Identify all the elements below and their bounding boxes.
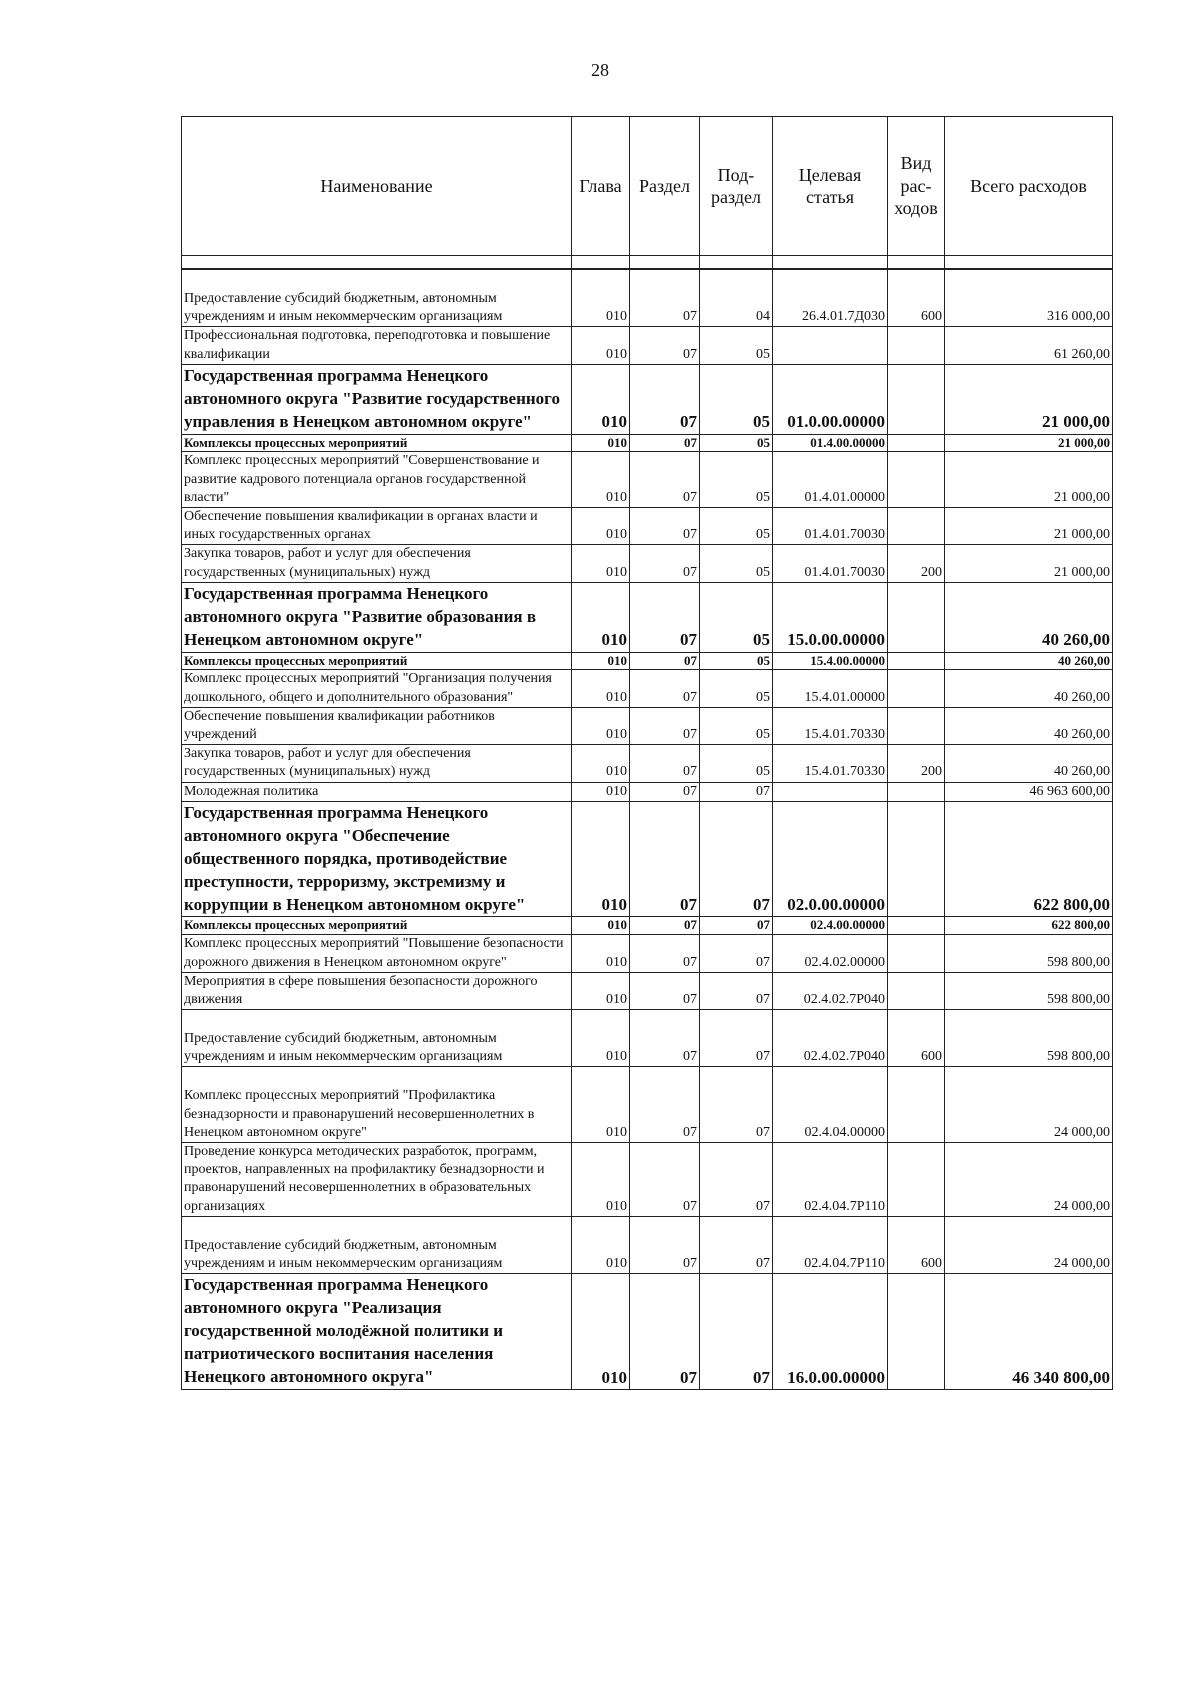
cell-name: Предоставление субсидий бюджетным, автономным учреждениям и иным некоммерческим организациям — [182, 1010, 572, 1067]
cell-subsection: 07 — [700, 782, 773, 801]
cell-exp-type — [888, 327, 945, 364]
cell-subsection: 07 — [700, 1143, 773, 1217]
cell-target: 02.4.00.00000 — [773, 917, 888, 935]
cell-section: 07 — [630, 1143, 700, 1217]
table-row — [182, 582, 1113, 652]
table-row — [182, 745, 1113, 782]
cell-chapter: 010 — [572, 582, 630, 652]
cell-name: Закупка товаров, работ и услуг для обеспечения государственных (муниципальных) нужд — [182, 745, 572, 782]
cell-chapter: 010 — [572, 1143, 630, 1217]
cell-name: Предоставление субсидий бюджетным, автономным учреждениям и иным некоммерческим организациям — [182, 269, 572, 327]
budget-table — [181, 116, 1113, 1390]
cell-subsection: 05 — [700, 508, 773, 545]
cell-name: Государственная программа Ненецкого автономного округа "Развитие образования в Ненецком автономном округе" — [182, 582, 572, 652]
cell-exp-type — [888, 972, 945, 1009]
cell-chapter: 010 — [572, 782, 630, 801]
cell-subsection: 05 — [700, 364, 773, 434]
cell-target: 15.4.01.00000 — [773, 670, 888, 707]
cell-target: 02.4.02.7Р040 — [773, 1010, 888, 1067]
cell-target: 02.4.02.7Р040 — [773, 972, 888, 1009]
table-row — [182, 935, 1113, 972]
cell-section: 07 — [630, 545, 700, 582]
header-row — [182, 117, 1113, 256]
cell-target: 01.0.00.00000 — [773, 364, 888, 434]
cell-chapter: 010 — [572, 972, 630, 1009]
cell-section: 07 — [630, 508, 700, 545]
cell-target: 26.4.01.7Д030 — [773, 269, 888, 327]
cell-total: 598 800,00 — [945, 1010, 1113, 1067]
table-row — [182, 508, 1113, 545]
cell-target: 02.4.04.7Р110 — [773, 1216, 888, 1273]
cell-subsection: 05 — [700, 582, 773, 652]
cell-chapter: 010 — [572, 935, 630, 972]
cell-name: Мероприятия в сфере повышения безопасности дорожного движения — [182, 972, 572, 1009]
cell-total: 24 000,00 — [945, 1067, 1113, 1143]
cell-section: 07 — [630, 452, 700, 508]
table-row — [182, 1274, 1113, 1390]
cell-name: Обеспечение повышения квалификации работников учреждений — [182, 707, 572, 744]
cell-name: Предоставление субсидий бюджетным, автономным учреждениям и иным некоммерческим организациям — [182, 1216, 572, 1273]
cell-exp-type — [888, 508, 945, 545]
cell-target: 16.0.00.00000 — [773, 1274, 888, 1390]
cell-target: 15.4.01.70330 — [773, 707, 888, 744]
cell-subsection: 07 — [700, 935, 773, 972]
cell-subsection: 05 — [700, 327, 773, 364]
cell-subsection: 05 — [700, 745, 773, 782]
table-row — [182, 782, 1113, 801]
cell-chapter: 010 — [572, 917, 630, 935]
cell-chapter: 010 — [572, 1010, 630, 1067]
header-chapter: Глава — [572, 117, 630, 256]
cell-section: 07 — [630, 972, 700, 1009]
cell-exp-type — [888, 935, 945, 972]
cell-chapter: 010 — [572, 670, 630, 707]
cell-exp-type — [888, 582, 945, 652]
cell-name: Комплексы процессных мероприятий — [182, 434, 572, 452]
cell-exp-type — [888, 1067, 945, 1143]
cell-exp-type — [888, 1143, 945, 1217]
table-row — [182, 917, 1113, 935]
cell-section: 07 — [630, 1274, 700, 1390]
header-gap-row — [182, 256, 1113, 270]
gap-cell — [182, 256, 572, 270]
gap-cell — [630, 256, 700, 270]
cell-subsection: 07 — [700, 917, 773, 935]
table-row — [182, 269, 1113, 327]
cell-exp-type: 600 — [888, 1010, 945, 1067]
cell-section: 07 — [630, 652, 700, 670]
cell-target: 02.4.04.00000 — [773, 1067, 888, 1143]
cell-target: 02.4.02.00000 — [773, 935, 888, 972]
cell-exp-type — [888, 652, 945, 670]
cell-target — [773, 327, 888, 364]
cell-name: Комплекс процессных мероприятий "Организация получения дошкольного, общего и дополнительного образования" — [182, 670, 572, 707]
cell-subsection: 05 — [700, 434, 773, 452]
cell-section: 07 — [630, 782, 700, 801]
cell-subsection: 04 — [700, 269, 773, 327]
table-row — [182, 707, 1113, 744]
table-row — [182, 1067, 1113, 1143]
cell-total: 598 800,00 — [945, 972, 1113, 1009]
cell-total: 40 260,00 — [945, 707, 1113, 744]
cell-name: Государственная программа Ненецкого автономного округа "Реализация государственной молодёжной политики и патриотического воспитания населения Ненецкого автономного округа" — [182, 1274, 572, 1390]
cell-exp-type — [888, 801, 945, 917]
cell-subsection: 05 — [700, 652, 773, 670]
cell-target: 01.4.00.00000 — [773, 434, 888, 452]
cell-name: Проведение конкурса методических разработок, программ, проектов, направленных на профилактику безнадзорности и правонарушений несовершеннолетних в образовательных организациях — [182, 1143, 572, 1217]
cell-target: 01.4.01.70030 — [773, 508, 888, 545]
cell-chapter: 010 — [572, 508, 630, 545]
cell-name: Комплекс процессных мероприятий "Профилактика безнадзорности и правонарушений несовершеннолетних в Ненецком автономном округе" — [182, 1067, 572, 1143]
cell-chapter: 010 — [572, 801, 630, 917]
cell-section: 07 — [630, 1010, 700, 1067]
table-row — [182, 452, 1113, 508]
cell-chapter: 010 — [572, 1274, 630, 1390]
cell-section: 07 — [630, 364, 700, 434]
cell-name: Закупка товаров, работ и услуг для обеспечения государственных (муниципальных) нужд — [182, 545, 572, 582]
cell-subsection: 07 — [700, 1067, 773, 1143]
table-row — [182, 1010, 1113, 1067]
cell-section: 07 — [630, 935, 700, 972]
cell-exp-type — [888, 434, 945, 452]
gap-cell — [888, 256, 945, 270]
cell-name: Комплекс процессных мероприятий "Повышение безопасности дорожного движения в Ненецком автономном округе" — [182, 935, 572, 972]
cell-chapter: 010 — [572, 745, 630, 782]
cell-target — [773, 782, 888, 801]
cell-total: 21 000,00 — [945, 545, 1113, 582]
cell-name: Обеспечение повышения квалификации в органах власти и иных государственных органах — [182, 508, 572, 545]
cell-chapter: 010 — [572, 545, 630, 582]
cell-target: 15.0.00.00000 — [773, 582, 888, 652]
cell-total: 622 800,00 — [945, 801, 1113, 917]
cell-section: 07 — [630, 434, 700, 452]
table-row — [182, 972, 1113, 1009]
header-subsection: Под- раздел — [700, 117, 773, 256]
header-section: Раздел — [630, 117, 700, 256]
cell-total: 46 340 800,00 — [945, 1274, 1113, 1390]
table-row — [182, 652, 1113, 670]
cell-subsection: 07 — [700, 801, 773, 917]
cell-exp-type — [888, 782, 945, 801]
cell-section: 07 — [630, 269, 700, 327]
cell-total: 61 260,00 — [945, 327, 1113, 364]
cell-target: 02.0.00.00000 — [773, 801, 888, 917]
cell-total: 24 000,00 — [945, 1216, 1113, 1273]
cell-chapter: 010 — [572, 364, 630, 434]
cell-name: Комплекс процессных мероприятий "Совершенствование и развитие кадрового потенциала органов государственной власти" — [182, 452, 572, 508]
cell-total: 21 000,00 — [945, 364, 1113, 434]
cell-exp-type: 600 — [888, 1216, 945, 1273]
cell-exp-type: 200 — [888, 745, 945, 782]
cell-exp-type — [888, 452, 945, 508]
table-row — [182, 434, 1113, 452]
cell-total: 622 800,00 — [945, 917, 1113, 935]
cell-total: 598 800,00 — [945, 935, 1113, 972]
table-row — [182, 327, 1113, 364]
cell-section: 07 — [630, 670, 700, 707]
gap-cell — [700, 256, 773, 270]
table-row — [182, 670, 1113, 707]
cell-chapter: 010 — [572, 652, 630, 670]
cell-exp-type — [888, 364, 945, 434]
cell-exp-type — [888, 670, 945, 707]
cell-name: Комплексы процессных мероприятий — [182, 917, 572, 935]
cell-exp-type — [888, 917, 945, 935]
cell-total: 40 260,00 — [945, 745, 1113, 782]
cell-exp-type — [888, 707, 945, 744]
gap-cell — [945, 256, 1113, 270]
cell-subsection: 07 — [700, 1216, 773, 1273]
cell-subsection: 05 — [700, 670, 773, 707]
cell-chapter: 010 — [572, 327, 630, 364]
cell-total: 24 000,00 — [945, 1143, 1113, 1217]
cell-chapter: 010 — [572, 1067, 630, 1143]
cell-name: Государственная программа Ненецкого автономного округа "Обеспечение общественного порядка, противодействие преступности, терроризму, экстремизму и коррупции в Ненецком автономном округе" — [182, 801, 572, 917]
cell-section: 07 — [630, 1067, 700, 1143]
cell-section: 07 — [630, 582, 700, 652]
cell-section: 07 — [630, 707, 700, 744]
cell-section: 07 — [630, 1216, 700, 1273]
cell-section: 07 — [630, 327, 700, 364]
cell-total: 40 260,00 — [945, 582, 1113, 652]
cell-subsection: 05 — [700, 545, 773, 582]
header-name: Наименование — [182, 117, 572, 256]
cell-exp-type: 600 — [888, 269, 945, 327]
cell-name: Государственная программа Ненецкого автономного округа "Развитие государственного управления в Ненецком автономном округе" — [182, 364, 572, 434]
cell-total: 46 963 600,00 — [945, 782, 1113, 801]
cell-chapter: 010 — [572, 452, 630, 508]
cell-total: 40 260,00 — [945, 670, 1113, 707]
table-row — [182, 364, 1113, 434]
table-row — [182, 1143, 1113, 1217]
page-number: 28 — [591, 60, 609, 80]
cell-chapter: 010 — [572, 269, 630, 327]
cell-total: 21 000,00 — [945, 508, 1113, 545]
cell-section: 07 — [630, 917, 700, 935]
cell-chapter: 010 — [572, 1216, 630, 1273]
cell-target: 15.4.00.00000 — [773, 652, 888, 670]
header-exp-type: Вид рас- ходов — [888, 117, 945, 256]
gap-cell — [773, 256, 888, 270]
table-row — [182, 801, 1113, 917]
header-total: Всего расходов — [945, 117, 1113, 256]
cell-target: 01.4.01.00000 — [773, 452, 888, 508]
cell-target: 01.4.01.70030 — [773, 545, 888, 582]
table-row — [182, 545, 1113, 582]
cell-target: 15.4.01.70330 — [773, 745, 888, 782]
cell-subsection: 07 — [700, 1010, 773, 1067]
cell-name: Комплексы процессных мероприятий — [182, 652, 572, 670]
cell-chapter: 010 — [572, 707, 630, 744]
cell-total: 21 000,00 — [945, 434, 1113, 452]
cell-section: 07 — [630, 801, 700, 917]
cell-subsection: 07 — [700, 1274, 773, 1390]
cell-subsection: 05 — [700, 452, 773, 508]
cell-total: 40 260,00 — [945, 652, 1113, 670]
gap-cell — [572, 256, 630, 270]
cell-chapter: 010 — [572, 434, 630, 452]
cell-target: 02.4.04.7Р110 — [773, 1143, 888, 1217]
header-target: Целевая статья — [773, 117, 888, 256]
cell-exp-type: 200 — [888, 545, 945, 582]
table-body — [182, 269, 1113, 1389]
cell-subsection: 07 — [700, 972, 773, 1009]
cell-name: Молодежная политика — [182, 782, 572, 801]
table-row — [182, 1216, 1113, 1273]
cell-section: 07 — [630, 745, 700, 782]
cell-subsection: 05 — [700, 707, 773, 744]
cell-name: Профессиональная подготовка, переподготовка и повышение квалификации — [182, 327, 572, 364]
cell-exp-type — [888, 1274, 945, 1390]
cell-total: 316 000,00 — [945, 269, 1113, 327]
cell-total: 21 000,00 — [945, 452, 1113, 508]
